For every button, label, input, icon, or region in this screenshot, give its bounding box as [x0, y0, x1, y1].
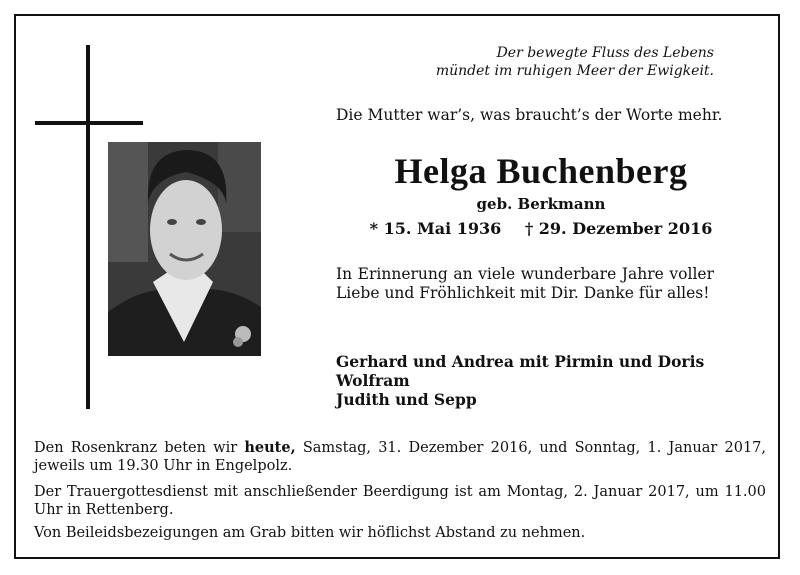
- memory-text: In Erinnerung an viele wunderbare Jahre voller Liebe und Fröhlichkeit mit Dir. Danke für alles!: [336, 265, 714, 302]
- rosary-text-bold: heute,: [244, 439, 296, 456]
- motto-line-2: mündet im ruhigen Meer der Ewigkeit.: [435, 63, 714, 79]
- motto-line-1: Der bewegte Fluss des Lebens: [496, 45, 714, 61]
- rosary-text-pre: Den Rosenkranz beten wir: [34, 440, 245, 456]
- birth-date: * 15. Mai 1936: [369, 219, 502, 238]
- portrait-photo: [108, 142, 261, 356]
- mourner-line: Gerhard und Andrea mit Pirmin und Doris: [336, 352, 705, 371]
- deceased-name: Helga Buchenberg: [394, 151, 688, 191]
- life-dates: [336, 219, 746, 238]
- mourner-line: Wolfram: [336, 371, 410, 390]
- condolences-info: Von Beileidsbezeigungen am Grab bitten wir höflichst Abstand zu nehmen.: [34, 525, 586, 541]
- motto: [436, 44, 714, 80]
- birth-name: geb. Berkmann: [476, 195, 606, 213]
- quote: Die Mutter war’s, was braucht’s der Worte mehr.: [336, 106, 723, 124]
- death-date: † 29. Dezember 2016: [524, 219, 713, 238]
- cross-icon-vertical: [86, 45, 90, 409]
- rosary-text-post: Samstag, 31. Dezember 2016, und Sonntag, 1. Januar 2017, jeweils um 19.30 Uhr in Engelpolz.: [34, 440, 766, 474]
- rosary-info: [34, 439, 766, 475]
- mourners-list: [336, 352, 736, 409]
- mourner-line: Judith und Sepp: [336, 390, 477, 409]
- cross-icon-horizontal: [35, 121, 143, 125]
- funeral-info: Der Trauergottesdienst mit anschließender Beerdigung ist am Montag, 2. Januar 2017, um 11.00 Uhr in Rettenberg.: [34, 484, 766, 518]
